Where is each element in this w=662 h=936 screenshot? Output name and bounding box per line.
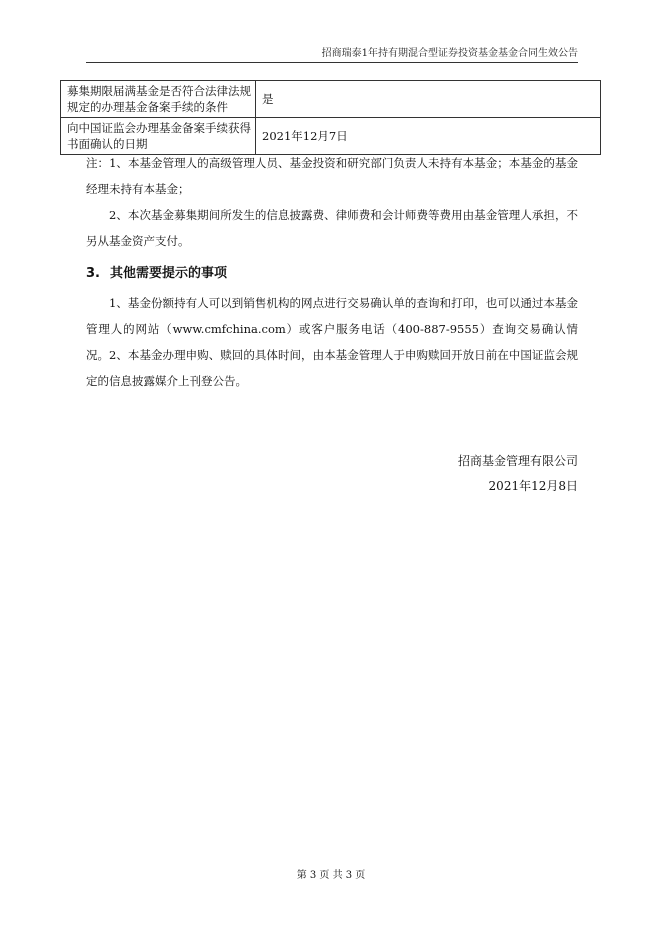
page-number: 第 3 页 共 3 页 <box>296 870 366 881</box>
table-cell-value: 2021年12月7日 <box>256 118 601 155</box>
signature-company: 招商基金管理有限公司 <box>457 454 578 468</box>
note-paragraph-1: 注：1、本基金管理人的高级管理人员、基金投资和研究部门负责人未持有本基金；本基金的基金经理未持有本基金； <box>86 156 578 196</box>
table-cell-label: 募集期限届满基金是否符合法律法规规定的办理基金备案手续的条件 <box>61 81 256 118</box>
table-row <box>61 81 601 118</box>
table-cell-value: 是 <box>256 81 601 118</box>
section-paragraph-2: 2、本基金办理申购、赎回的具体时间，由本基金管理人于申购赎回开放日前在中国证监会规定的信息披露媒介上刊登公告。 <box>86 348 578 388</box>
table-row <box>61 118 601 155</box>
fund-filing-table <box>60 80 601 155</box>
running-header: 招商瑞泰1年持有期混合型证券投资基金基金合同生效公告 <box>321 48 578 59</box>
signature-date: 2021年12月8日 <box>488 479 578 493</box>
header-divider <box>86 62 578 63</box>
note-paragraph-2: 2、本次基金募集期间所发生的信息披露费、律师费和会计师费等费用由基金管理人承担，不另从基金资产支付。 <box>86 208 578 248</box>
section-number: 3. <box>86 266 100 281</box>
table-cell-label: 向中国证监会办理基金备案手续获得书面确认的日期 <box>61 118 256 155</box>
section-heading <box>86 262 227 281</box>
section-title: 其他需要提示的事项 <box>110 266 228 281</box>
section-paragraph-1: 1、基金份额持有人可以到销售机构的网点进行交易确认单的查询和打印，也可以通过本基金管理人的网站（www.cmfchina.com）或客户服务电话（400-887-9555）查询交易确认情况。 <box>86 296 578 362</box>
